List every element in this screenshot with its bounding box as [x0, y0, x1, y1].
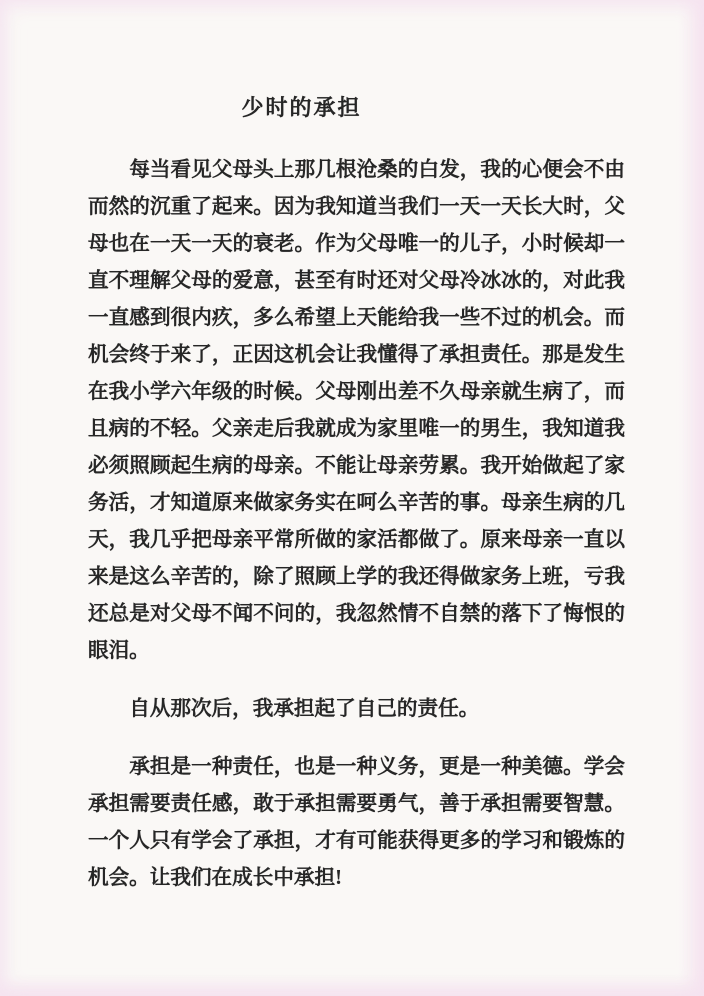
paragraph-2: 自从那次后，我承担起了自己的责任。 [129, 698, 480, 720]
paragraph-3: 承担是一种责任，也是一种义务，更是一种美德。学会承担需要责任感，敢于承担需要勇气，善于承担需要智慧。一个人只有学会了承担，才有可能获得更多的学习和锻炼的机会。让我们在成长中承担! [88, 756, 625, 889]
page-title: 少时的承担 [241, 95, 362, 120]
paragraph-1: 每当看见父母头上那几根沧桑的白发，我的心便会不由而然的沉重了起来。因为我知道当我们一天一天长大时，父母也在一天一天的衰老。作为父母唯一的儿子，小时候却一直不理解父母的爱意，甚至有时还对父母冷冰冰的，对此我一直感到很内疚，多么希望上天能给我一些不过的机会。而机会终于来了，正因这机会让我懂得了承担责任。那是发生在我小学六年级的时候。父母刚出差不久母亲就生病了，而且病的不轻。父亲走后我就成为家里唯一的男生，我知道我必须照顾起生病的母亲。不能让母亲劳累。我开始做起了家务活，才知道原来做家务实在呵么辛苦的事。母亲生病的几天，我几乎把母亲平常所做的家活都做了。原来母亲一直以来是这么辛苦的，除了照顾上学的我还得做家务上班，亏我还总是对父母不闻不问的，我忽然情不自禁的落下了悔恨的眼泪。 [88, 159, 625, 662]
